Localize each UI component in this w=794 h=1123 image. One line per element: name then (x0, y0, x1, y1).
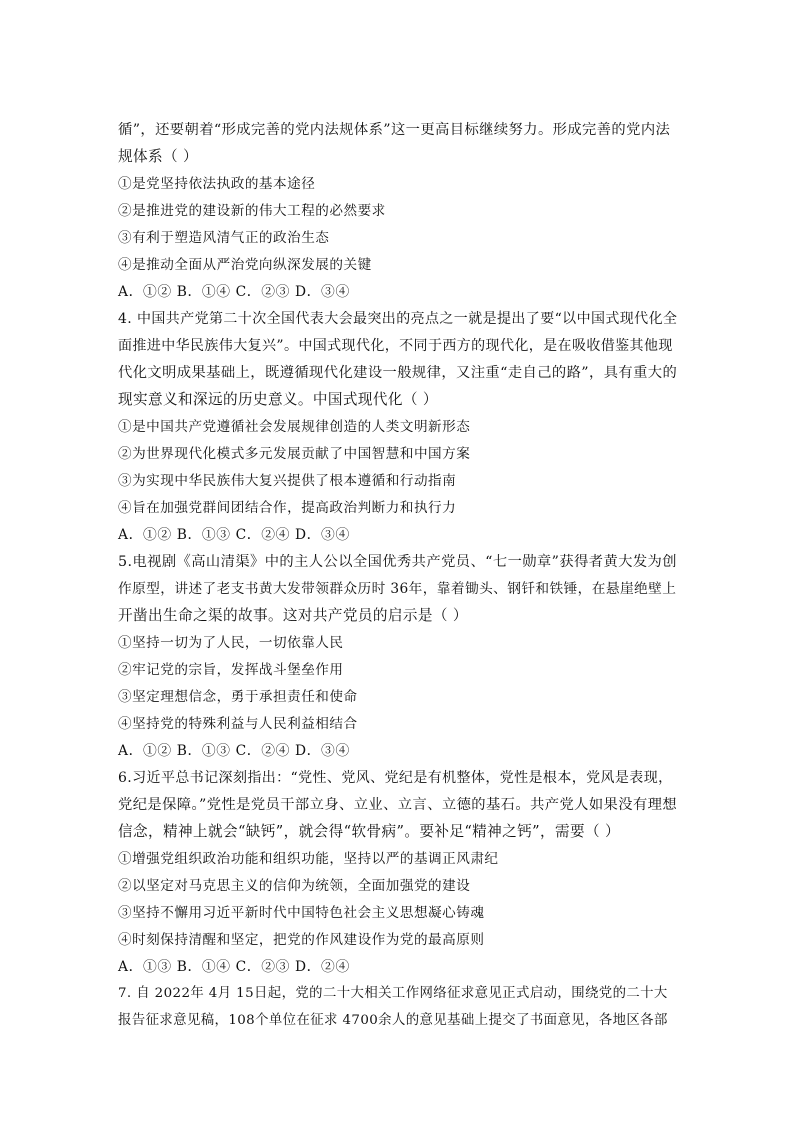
question-6-option-2: ②以坚定对马克思主义的信仰为统领，全面加强党的建设 (118, 878, 471, 894)
question-5-option-2: ②牢记党的宗旨，发挥战斗堡垒作用 (118, 662, 344, 678)
question-3-option-3: ③有利于塑造风清气正的政治生态 (118, 230, 330, 246)
question-6-text-line-2: 党纪是保障。”党性是党员干部立身、立业、立言、立德的基石。共产党人如果没有理想 (118, 797, 678, 813)
question-4-option-2: ②为世界现代化模式多元发展贡献了中国智慧和中国方案 (118, 446, 471, 462)
question-5-text-line-3: 开凿出生命之渠的故事。这对共产党员的启示是（ ） (118, 607, 468, 624)
question-4-text-line-4: 现实意义和深远的历史意义。中国式现代化（ ） (118, 391, 438, 408)
question-4-option-4: ④旨在加强党群间团结合作，提高政治判断力和执行力 (118, 500, 457, 516)
question-6-text-line-3: 信念，精神上就会“缺钙”，就会得“软骨病”。要补足“精神之钙”，需要（ ） (118, 823, 621, 840)
question-4-text-line-1: 4. 中国共产党第二十次全国代表大会最突出的亮点之一就是提出了要“以中国式现代化全 (118, 311, 678, 327)
question-4-answer-choices: A．①② B．①③ C．②④ D．③④ (118, 527, 350, 543)
question-5-answer-choices: A．①② B．①③ C．②④ D．③④ (118, 743, 350, 759)
question-6-answer-choices: A．①③ B．①④ C．②③ D．②④ (118, 959, 350, 975)
question-5-option-1: ①坚持一切为了人民，一切依靠人民 (118, 635, 344, 651)
question-5-text-line-1: 5.电视剧《高山清渠》中的主人公以全国优秀共产党员、“七一勋章”获得者黄大发为创 (118, 554, 677, 570)
question-3-answer-choices: A．①② B．①④ C．②③ D．③④ (118, 284, 350, 300)
question-3-text-line-1: 循”，还要朝着“形成完善的党内法规体系”这一更高目标继续努力。形成完善的党内法 (118, 122, 671, 138)
question-6-option-1: ①增强党组织政治功能和组织功能，坚持以严的基调正风肃纪 (118, 851, 499, 867)
question-7-text-line-1: 7. 自 2022年 4月 15日起，党的二十大相关工作网络征求意见正式启动，围绕党的二十大 (118, 986, 668, 1001)
question-3-option-2: ②是推进党的建设新的伟大工程的必然要求 (118, 203, 386, 219)
question-4-option-3: ③为实现中华民族伟大复兴提供了根本遵循和行动指南 (118, 473, 457, 489)
question-3-text-line-2: 规体系（ ） (118, 148, 199, 165)
question-5-option-4: ④坚持党的特殊利益与人民利益相结合 (118, 716, 358, 732)
question-4-text-line-3: 代化文明成果基础上，既遵循现代化建设一般规律，又注重“走自己的路”，具有重大的 (118, 365, 678, 381)
question-6-option-3: ③坚持不懈用习近平新时代中国特色社会主义思想凝心铸魂 (118, 905, 485, 921)
question-3-option-4: ④是推动全面从严治党向纵深发展的关键 (118, 257, 372, 273)
question-3-option-1: ①是党坚持依法执政的基本途径 (118, 176, 316, 192)
question-5-option-3: ③坚定理想信念，勇于承担责任和使命 (118, 689, 358, 705)
question-4-option-1: ①是中国共产党遵循社会发展规律创造的人类文明新形态 (118, 419, 471, 435)
question-6-text-line-1: 6.习近平总书记深刻指出：“党性、党风、党纪是有机整体，党性是根本，党风是表现， (118, 770, 673, 786)
question-7-text-line-2: 报告征求意见稿，108个单位在征求 4700余人的意见基础上提交了书面意见，各地区各部 (118, 1013, 668, 1028)
question-4-text-line-2: 面推进中华民族伟大复兴”。中国式现代化，不同于西方的现代化，是在吸收借鉴其他现 (118, 338, 673, 354)
question-5-text-line-2: 作原型，讲述了老支书黄大发带领群众历时 36年，靠着锄头、钢钎和铁锤，在悬崖绝壁上 (118, 581, 677, 597)
question-6-option-4: ④时刻保持清醒和坚定，把党的作风建设作为党的最高原则 (118, 932, 485, 948)
